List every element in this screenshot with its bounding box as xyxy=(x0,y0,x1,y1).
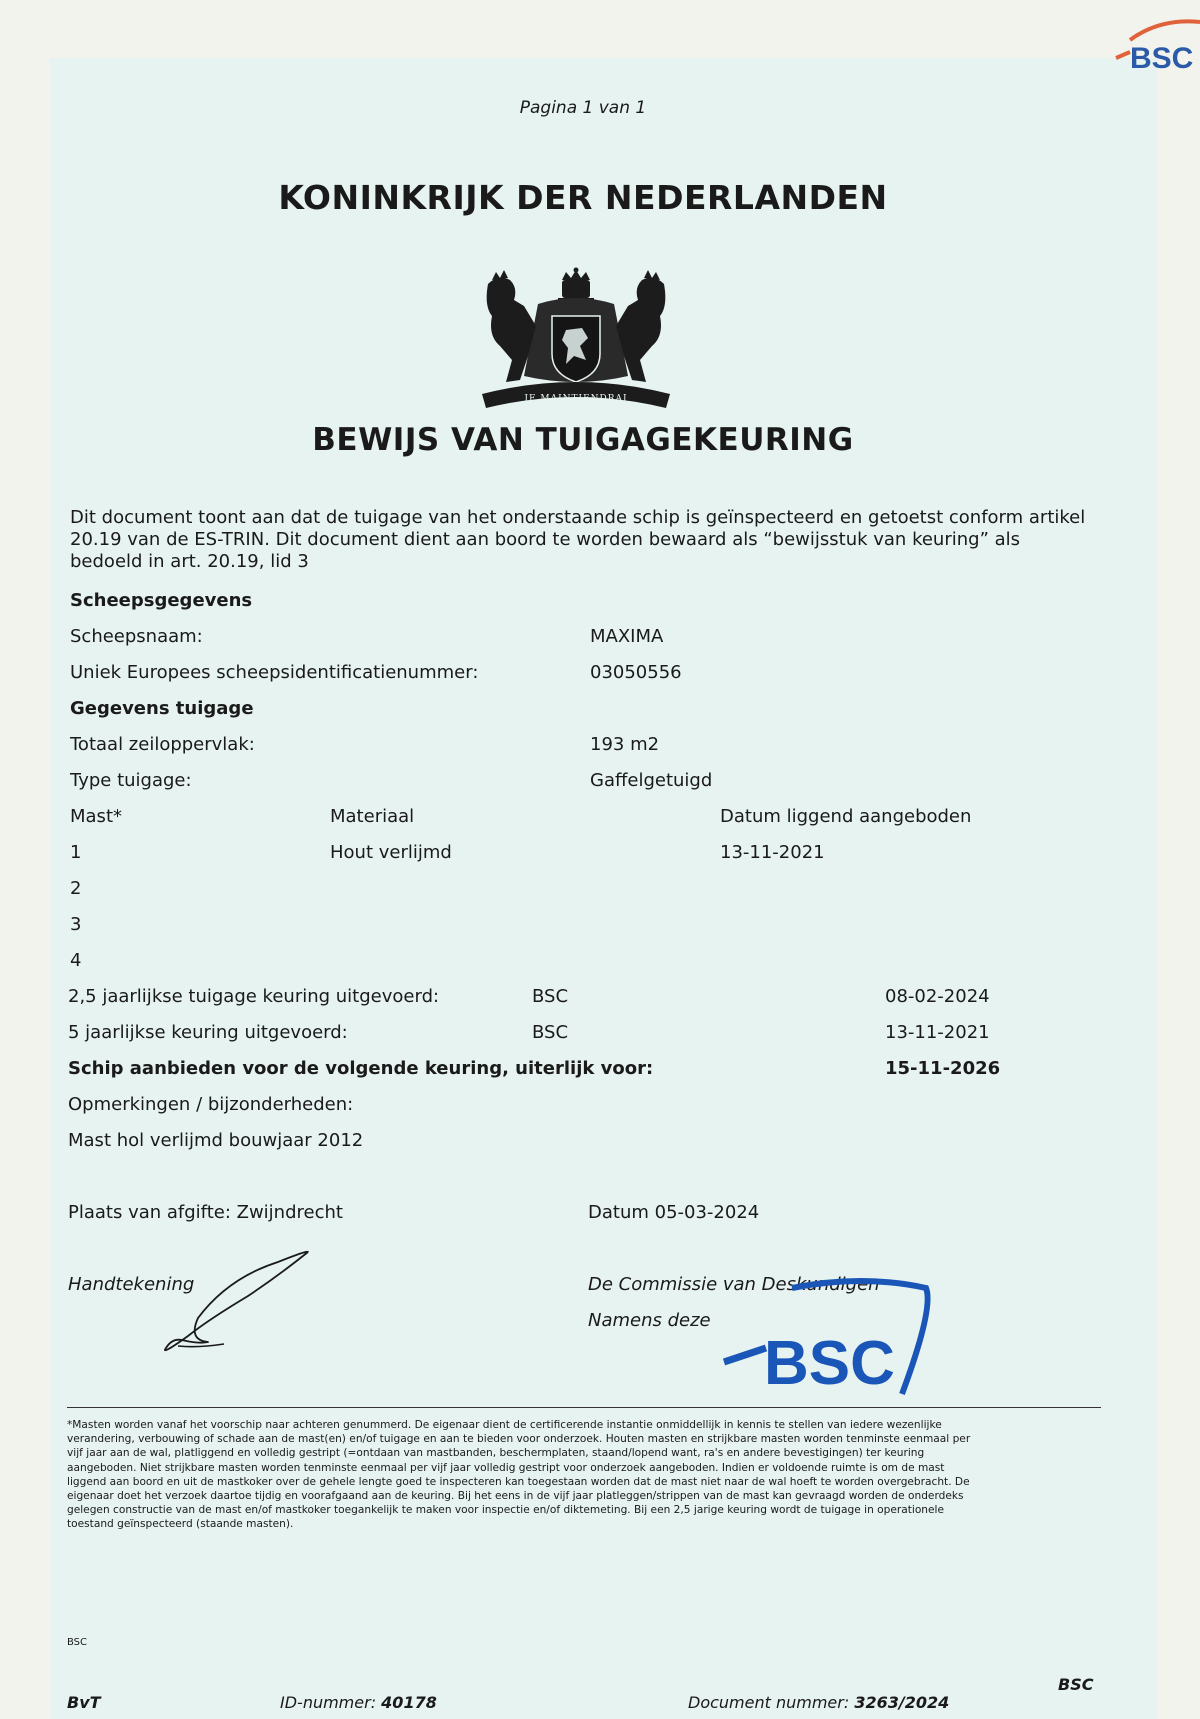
ship-name-label: Scheepsnaam: xyxy=(70,626,203,647)
rigging-type-value: Gaffelgetuigd xyxy=(590,770,713,791)
org-right-label: BSC xyxy=(1058,1675,1094,1694)
intro-text: Dit document toont aan dat de tuigage van het onderstaande schip is geïnspecteerd en getoetst conform artikel 20.19 van de ES-TRIN. Dit document dient aan boord te worden bewaard als “bewijsstuk van keuring” als bedoeld in art. 20.19, lid 3 xyxy=(70,507,1086,572)
id-number: ID-nummer: 40178 xyxy=(280,1693,437,1712)
document-number-value: 3263/2024 xyxy=(854,1693,950,1712)
half-inspection-by: BSC xyxy=(532,986,569,1007)
eni-value: 03050556 xyxy=(590,662,682,683)
five-inspection-date: 13-11-2021 xyxy=(885,1022,990,1043)
page-number: Pagina 1 van 1 xyxy=(519,98,647,118)
five-inspection-label: 5 jaarlijkse keuring uitgevoerd: xyxy=(68,1022,348,1043)
mast-material: Hout verlijmd xyxy=(330,842,452,863)
next-inspection-date: 15-11-2026 xyxy=(885,1058,1001,1079)
doc-code: BvT xyxy=(67,1693,101,1712)
mast-number: 1 xyxy=(70,842,82,863)
ship-name-value: MAXIMA xyxy=(590,626,664,647)
id-number-value: 40178 xyxy=(381,1693,437,1712)
signature-label: Handtekening xyxy=(68,1274,195,1295)
half-inspection-label: 2,5 jaarlijkse tuigage keuring uitgevoerd: xyxy=(68,986,440,1007)
org-small-label: BSC xyxy=(67,1637,88,1648)
corner-logo-text: BSC xyxy=(1130,42,1194,75)
rigging-section-title: Gegevens tuigage xyxy=(70,698,254,719)
mast-number: 4 xyxy=(70,950,82,971)
on-behalf-label: Namens deze xyxy=(588,1310,711,1331)
ship-section-title: Scheepsgegevens xyxy=(70,590,253,611)
bsc-logo-text: BSC xyxy=(764,1329,895,1398)
coat-of-arms-icon xyxy=(478,266,674,414)
handwritten-signature xyxy=(158,1248,318,1358)
document-title: BEWIJS VAN TUIGAGEKEURING xyxy=(312,422,854,458)
country-heading: KONINKRIJK DER NEDERLANDEN xyxy=(278,178,888,217)
sail-area-value: 193 m2 xyxy=(590,734,660,755)
next-inspection-label: Schip aanbieden voor de volgende keuring, uiterlijk voor: xyxy=(68,1058,654,1079)
document-number: Document nummer: 3263/2024 xyxy=(688,1693,950,1712)
eni-label: Uniek Europees scheepsidentificatienummer: xyxy=(70,662,479,683)
half-inspection-date: 08-02-2024 xyxy=(885,986,990,1007)
five-inspection-by: BSC xyxy=(532,1022,569,1043)
bsc-logo-stamp xyxy=(722,1278,940,1398)
mast-number: 2 xyxy=(70,878,82,899)
mast-number: 3 xyxy=(70,914,82,935)
mast-header: Mast* xyxy=(70,806,122,827)
material-header: Materiaal xyxy=(330,806,415,827)
date-header: Datum liggend aangeboden xyxy=(720,806,972,827)
bsc-corner-logo xyxy=(1110,18,1200,76)
footnote-divider xyxy=(67,1407,1101,1408)
footnote-text: *Masten worden vanaf het voorschip naar achteren genummerd. De eigenaar dient de certificerende instantie onmiddellijk in kennis te stellen van iedere wezenlijke verandering, verbouwing of schade aan de mast(en) en/of tuigage en aan te bieden voor onderzoek. Houten masten en strijkbare masten worden tenminste eenmaal per vijf jaar aan de wal, platliggend en volledig gestript (=ontdaan van mastbanden, beschermplaten, staand/lopend want, ra's en andere bevestigingen) ter keuring aangeboden. Niet strijkbare masten worden tenminste eenmaal per vijf jaar volledig gestript voor onderzoek aangeboden. Indien er voldoende ruimte is om de mast liggend aan boord en uit de mastkoker over de gehele lengte goed te inspecteren kan toegestaan worden dat de mast niet naar de wal hoeft te worden overgebracht. De eigenaar doet het verzoek daartoe tijdig en voorafgaand aan de keuring. Bij het eens in de vijf jaar platleggen/strippen van de mast kan gevraagd worden de onderdeks gelegen constructie van de mast en/of mastkoker toegankelijk te maken voor inspectie en/of diktemeting. Bij een 2,5 jarige keuring wordt de tuigage in operationele toestand geïnspecteerd (staande masten). xyxy=(67,1419,971,1531)
issue-date: Datum 05-03-2024 xyxy=(588,1202,760,1223)
rigging-type-label: Type tuigage: xyxy=(70,770,192,791)
committee-label: De Commissie van Deskundigen xyxy=(588,1274,880,1295)
crest-motto: JE MAINTIENDRAI xyxy=(524,394,628,404)
remarks-text: Mast hol verlijmd bouwjaar 2012 xyxy=(68,1130,364,1151)
sail-area-label: Totaal zeiloppervlak: xyxy=(70,734,255,755)
remarks-label: Opmerkingen / bijzonderheden: xyxy=(68,1094,354,1115)
mast-date: 13-11-2021 xyxy=(720,842,825,863)
place-of-issue: Plaats van afgifte: Zwijndrecht xyxy=(68,1202,343,1223)
